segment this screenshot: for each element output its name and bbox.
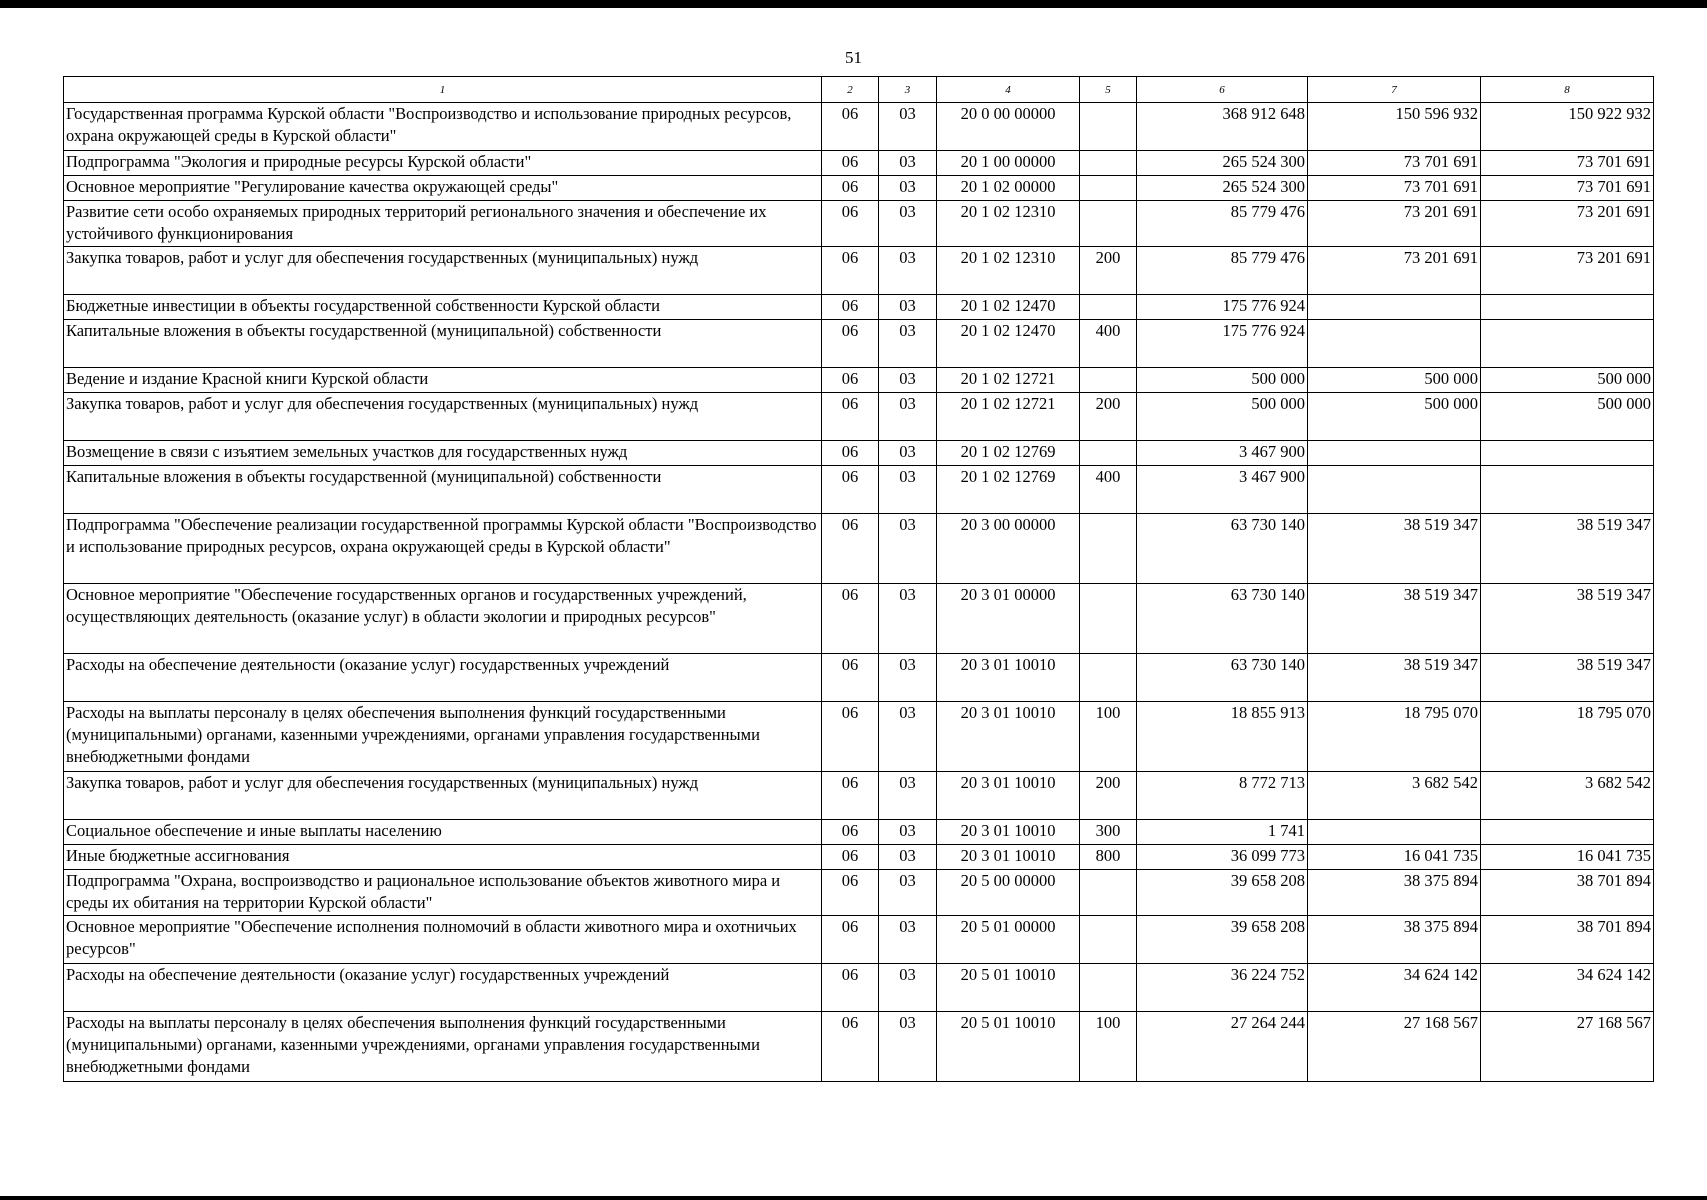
row-target-code: 20 1 02 12310 — [937, 247, 1080, 295]
row-value-col7: 500 000 — [1308, 393, 1481, 441]
table-row — [64, 845, 1654, 870]
row-value-col8: 38 519 347 — [1481, 584, 1654, 654]
table-row — [64, 870, 1654, 916]
row-name: Социальное обеспечение и иные выплаты населению — [64, 820, 822, 845]
row-subsection: 03 — [879, 295, 937, 320]
row-name: Иные бюджетные ассигнования — [64, 845, 822, 870]
column-header: 8 — [1481, 77, 1654, 103]
row-section: 06 — [822, 176, 879, 201]
table-row — [64, 916, 1654, 964]
row-value-col8: 16 041 735 — [1481, 845, 1654, 870]
row-value-col8 — [1481, 441, 1654, 466]
row-target-code: 20 1 00 00000 — [937, 151, 1080, 176]
row-value-col7 — [1308, 820, 1481, 845]
row-value-col6: 39 658 208 — [1137, 916, 1308, 964]
row-subsection: 03 — [879, 441, 937, 466]
row-expense-type: 400 — [1080, 320, 1137, 368]
row-section: 06 — [822, 702, 879, 772]
row-value-col7: 34 624 142 — [1308, 964, 1481, 1012]
row-value-col7: 16 041 735 — [1308, 845, 1481, 870]
row-value-col8: 38 519 347 — [1481, 514, 1654, 584]
row-subsection: 03 — [879, 702, 937, 772]
row-value-col7: 38 375 894 — [1308, 916, 1481, 964]
row-value-col6: 63 730 140 — [1137, 514, 1308, 584]
row-section: 06 — [822, 964, 879, 1012]
row-value-col6: 3 467 900 — [1137, 441, 1308, 466]
row-name: Расходы на выплаты персоналу в целях обеспечения выполнения функций государственными (муниципальными) органами, казенными учреждениями, органами управления государственными внебюджетными фондами — [64, 1012, 822, 1082]
row-subsection: 03 — [879, 201, 937, 247]
row-target-code: 20 5 00 00000 — [937, 870, 1080, 916]
table-row — [64, 368, 1654, 393]
row-name: Закупка товаров, работ и услуг для обеспечения государственных (муниципальных) нужд — [64, 772, 822, 820]
row-target-code: 20 3 00 00000 — [937, 514, 1080, 584]
row-section: 06 — [822, 441, 879, 466]
row-target-code: 20 1 02 12470 — [937, 320, 1080, 368]
table-row — [64, 201, 1654, 247]
table-row — [64, 441, 1654, 466]
row-section: 06 — [822, 870, 879, 916]
row-expense-type — [1080, 151, 1137, 176]
row-target-code: 20 0 00 00000 — [937, 103, 1080, 151]
row-section: 06 — [822, 295, 879, 320]
row-target-code: 20 3 01 00000 — [937, 584, 1080, 654]
row-subsection: 03 — [879, 820, 937, 845]
table-row — [64, 247, 1654, 295]
row-value-col7: 73 701 691 — [1308, 176, 1481, 201]
row-section: 06 — [822, 201, 879, 247]
row-value-col7: 73 701 691 — [1308, 151, 1481, 176]
row-value-col8 — [1481, 320, 1654, 368]
table-row — [64, 151, 1654, 176]
row-target-code: 20 1 02 00000 — [937, 176, 1080, 201]
row-subsection: 03 — [879, 845, 937, 870]
row-subsection: 03 — [879, 654, 937, 702]
row-target-code: 20 5 01 00000 — [937, 916, 1080, 964]
row-value-col7 — [1308, 295, 1481, 320]
row-value-col6: 175 776 924 — [1137, 295, 1308, 320]
row-value-col6: 175 776 924 — [1137, 320, 1308, 368]
row-subsection: 03 — [879, 393, 937, 441]
row-expense-type — [1080, 295, 1137, 320]
row-name: Капитальные вложения в объекты государственной (муниципальной) собственности — [64, 466, 822, 514]
row-value-col7: 38 519 347 — [1308, 584, 1481, 654]
row-target-code: 20 1 02 12470 — [937, 295, 1080, 320]
row-section: 06 — [822, 654, 879, 702]
row-section: 06 — [822, 845, 879, 870]
row-value-col7: 18 795 070 — [1308, 702, 1481, 772]
row-expense-type — [1080, 654, 1137, 702]
row-expense-type — [1080, 176, 1137, 201]
row-section: 06 — [822, 820, 879, 845]
table-row — [64, 584, 1654, 654]
row-value-col8 — [1481, 295, 1654, 320]
column-header: 6 — [1137, 77, 1308, 103]
row-expense-type: 800 — [1080, 845, 1137, 870]
table-row — [64, 772, 1654, 820]
row-subsection: 03 — [879, 772, 937, 820]
row-target-code: 20 1 02 12721 — [937, 368, 1080, 393]
row-value-col6: 85 779 476 — [1137, 201, 1308, 247]
row-expense-type: 200 — [1080, 772, 1137, 820]
row-value-col6: 500 000 — [1137, 368, 1308, 393]
row-expense-type: 200 — [1080, 393, 1137, 441]
row-value-col8: 3 682 542 — [1481, 772, 1654, 820]
row-expense-type: 200 — [1080, 247, 1137, 295]
table-row — [64, 654, 1654, 702]
row-target-code: 20 1 02 12769 — [937, 466, 1080, 514]
row-value-col6: 500 000 — [1137, 393, 1308, 441]
scan-bottom-edge — [0, 1196, 1707, 1200]
row-value-col6: 1 741 — [1137, 820, 1308, 845]
row-expense-type: 100 — [1080, 1012, 1137, 1082]
row-subsection: 03 — [879, 368, 937, 393]
table-row — [64, 320, 1654, 368]
row-section: 06 — [822, 772, 879, 820]
row-subsection: 03 — [879, 103, 937, 151]
table-row — [64, 514, 1654, 584]
row-value-col7 — [1308, 320, 1481, 368]
column-header: 5 — [1080, 77, 1137, 103]
row-value-col8: 38 701 894 — [1481, 916, 1654, 964]
row-value-col8: 73 701 691 — [1481, 151, 1654, 176]
row-target-code: 20 5 01 10010 — [937, 1012, 1080, 1082]
row-name: Закупка товаров, работ и услуг для обеспечения государственных (муниципальных) нужд — [64, 393, 822, 441]
row-subsection: 03 — [879, 916, 937, 964]
row-name: Бюджетные инвестиции в объекты государственной собственности Курской области — [64, 295, 822, 320]
row-subsection: 03 — [879, 320, 937, 368]
row-section: 06 — [822, 466, 879, 514]
row-value-col6: 18 855 913 — [1137, 702, 1308, 772]
row-value-col6: 265 524 300 — [1137, 151, 1308, 176]
row-expense-type — [1080, 441, 1137, 466]
row-section: 06 — [822, 584, 879, 654]
row-subsection: 03 — [879, 1012, 937, 1082]
row-expense-type — [1080, 916, 1137, 964]
row-subsection: 03 — [879, 247, 937, 295]
row-expense-type: 400 — [1080, 466, 1137, 514]
row-value-col8: 150 922 932 — [1481, 103, 1654, 151]
row-name: Расходы на обеспечение деятельности (оказание услуг) государственных учреждений — [64, 654, 822, 702]
row-target-code: 20 3 01 10010 — [937, 702, 1080, 772]
row-value-col6: 265 524 300 — [1137, 176, 1308, 201]
row-value-col7: 500 000 — [1308, 368, 1481, 393]
row-expense-type: 100 — [1080, 702, 1137, 772]
row-value-col8 — [1481, 820, 1654, 845]
row-subsection: 03 — [879, 466, 937, 514]
row-name: Возмещение в связи с изъятием земельных участков для государственных нужд — [64, 441, 822, 466]
row-value-col6: 27 264 244 — [1137, 1012, 1308, 1082]
table-row — [64, 702, 1654, 772]
row-value-col6: 63 730 140 — [1137, 584, 1308, 654]
row-section: 06 — [822, 320, 879, 368]
table-row — [64, 1012, 1654, 1082]
row-target-code: 20 3 01 10010 — [937, 845, 1080, 870]
row-value-col8: 73 201 691 — [1481, 247, 1654, 295]
row-section: 06 — [822, 151, 879, 176]
row-name: Основное мероприятие "Регулирование качества окружающей среды" — [64, 176, 822, 201]
row-value-col7: 150 596 932 — [1308, 103, 1481, 151]
row-name: Подпрограмма "Экология и природные ресурсы Курской области" — [64, 151, 822, 176]
column-header: 3 — [879, 77, 937, 103]
row-target-code: 20 5 01 10010 — [937, 964, 1080, 1012]
row-section: 06 — [822, 368, 879, 393]
row-name: Закупка товаров, работ и услуг для обеспечения государственных (муниципальных) нужд — [64, 247, 822, 295]
row-value-col6: 368 912 648 — [1137, 103, 1308, 151]
column-header: 2 — [822, 77, 879, 103]
row-subsection: 03 — [879, 870, 937, 916]
row-subsection: 03 — [879, 151, 937, 176]
row-value-col8: 18 795 070 — [1481, 702, 1654, 772]
row-expense-type: 300 — [1080, 820, 1137, 845]
row-section: 06 — [822, 247, 879, 295]
table-row — [64, 466, 1654, 514]
row-value-col8: 500 000 — [1481, 393, 1654, 441]
scan-top-edge — [0, 0, 1707, 8]
page-number: 51 — [845, 48, 862, 67]
row-section: 06 — [822, 1012, 879, 1082]
row-value-col7: 3 682 542 — [1308, 772, 1481, 820]
table-row — [64, 964, 1654, 1012]
row-name: Основное мероприятие "Обеспечение государственных органов и государственных учреждений, осуществляющих деятельность (оказание услуг) в области экологии и природных ресурсов" — [64, 584, 822, 654]
row-name: Подпрограмма "Охрана, воспроизводство и рациональное использование объектов животного мира и среды их обитания на территории Курской области" — [64, 870, 822, 916]
row-value-col8: 38 701 894 — [1481, 870, 1654, 916]
row-section: 06 — [822, 514, 879, 584]
row-value-col6: 36 099 773 — [1137, 845, 1308, 870]
row-target-code: 20 1 02 12310 — [937, 201, 1080, 247]
row-value-col6: 63 730 140 — [1137, 654, 1308, 702]
row-expense-type — [1080, 201, 1137, 247]
row-expense-type — [1080, 368, 1137, 393]
row-value-col8: 73 201 691 — [1481, 201, 1654, 247]
table-row — [64, 176, 1654, 201]
row-expense-type — [1080, 103, 1137, 151]
row-value-col7: 27 168 567 — [1308, 1012, 1481, 1082]
row-subsection: 03 — [879, 176, 937, 201]
row-name: Расходы на обеспечение деятельности (оказание услуг) государственных учреждений — [64, 964, 822, 1012]
row-name: Ведение и издание Красной книги Курской области — [64, 368, 822, 393]
row-value-col8: 38 519 347 — [1481, 654, 1654, 702]
row-value-col6: 39 658 208 — [1137, 870, 1308, 916]
row-value-col6: 36 224 752 — [1137, 964, 1308, 1012]
row-value-col6: 8 772 713 — [1137, 772, 1308, 820]
row-target-code: 20 3 01 10010 — [937, 654, 1080, 702]
row-subsection: 03 — [879, 964, 937, 1012]
row-value-col7: 38 519 347 — [1308, 514, 1481, 584]
column-header: 4 — [937, 77, 1080, 103]
row-section: 06 — [822, 103, 879, 151]
row-value-col8: 34 624 142 — [1481, 964, 1654, 1012]
row-section: 06 — [822, 916, 879, 964]
budget-table — [63, 76, 1654, 1082]
column-header: 1 — [64, 77, 822, 103]
row-name: Государственная программа Курской области "Воспроизводство и использование природных ресурсов, охрана окружающей среды в Курской области" — [64, 103, 822, 151]
row-value-col6: 3 467 900 — [1137, 466, 1308, 514]
row-value-col8: 27 168 567 — [1481, 1012, 1654, 1082]
row-expense-type — [1080, 514, 1137, 584]
row-section: 06 — [822, 393, 879, 441]
row-value-col8 — [1481, 466, 1654, 514]
row-target-code: 20 3 01 10010 — [937, 772, 1080, 820]
row-name: Расходы на выплаты персоналу в целях обеспечения выполнения функций государственными (муниципальными) органами, казенными учреждениями, органами управления государственными внебюджетными фондами — [64, 702, 822, 772]
row-target-code: 20 3 01 10010 — [937, 820, 1080, 845]
row-expense-type — [1080, 584, 1137, 654]
row-name: Подпрограмма "Обеспечение реализации государственной программы Курской области "Воспроизводство и использование природных ресурсов, охрана окружающей среды в Курской области" — [64, 514, 822, 584]
row-value-col7: 73 201 691 — [1308, 247, 1481, 295]
row-target-code: 20 1 02 12721 — [937, 393, 1080, 441]
row-target-code: 20 1 02 12769 — [937, 441, 1080, 466]
row-value-col7 — [1308, 466, 1481, 514]
row-name: Развитие сети особо охраняемых природных территорий регионального значения и обеспечение их устойчивого функционирования — [64, 201, 822, 247]
row-value-col7: 73 201 691 — [1308, 201, 1481, 247]
row-subsection: 03 — [879, 514, 937, 584]
row-value-col7: 38 519 347 — [1308, 654, 1481, 702]
table-body — [64, 103, 1654, 1082]
column-header: 7 — [1308, 77, 1481, 103]
row-value-col7: 38 375 894 — [1308, 870, 1481, 916]
row-subsection: 03 — [879, 584, 937, 654]
row-value-col8: 500 000 — [1481, 368, 1654, 393]
row-value-col8: 73 701 691 — [1481, 176, 1654, 201]
table-row — [64, 295, 1654, 320]
row-expense-type — [1080, 964, 1137, 1012]
column-number-row — [64, 77, 1654, 103]
row-name: Капитальные вложения в объекты государственной (муниципальной) собственности — [64, 320, 822, 368]
table-row — [64, 393, 1654, 441]
row-value-col6: 85 779 476 — [1137, 247, 1308, 295]
row-name: Основное мероприятие "Обеспечение исполнения полномочий в области животного мира и охотничьих ресурсов" — [64, 916, 822, 964]
table-row — [64, 103, 1654, 151]
table-row — [64, 820, 1654, 845]
row-expense-type — [1080, 870, 1137, 916]
row-value-col7 — [1308, 441, 1481, 466]
